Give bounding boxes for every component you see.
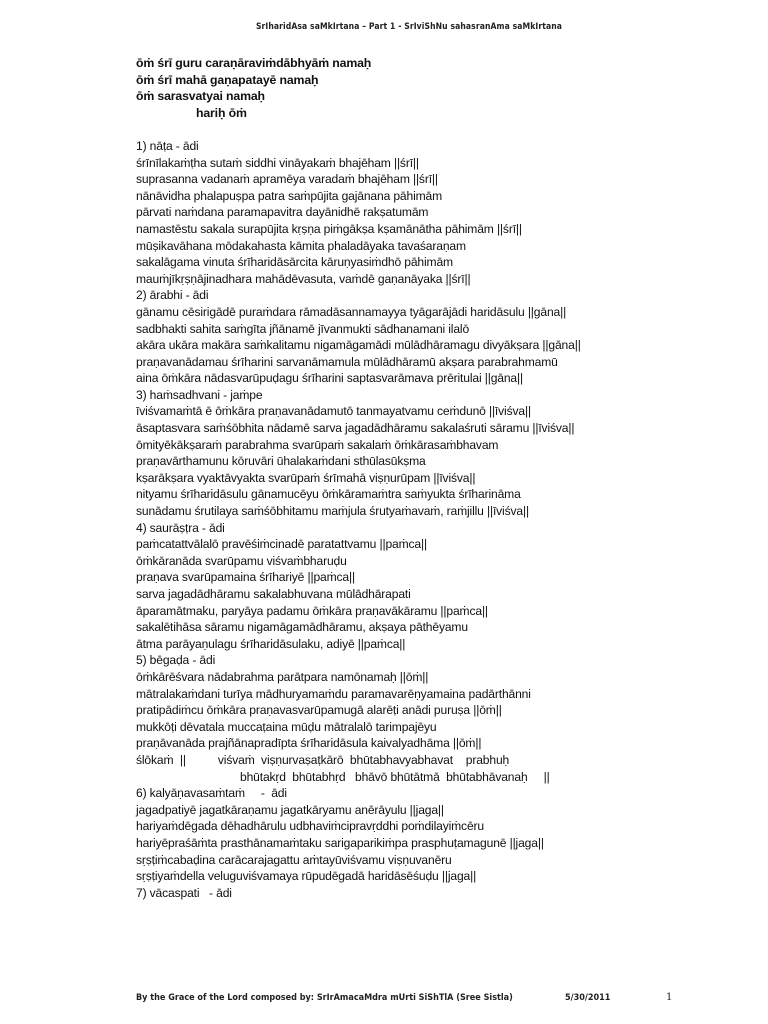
blank-line bbox=[136, 121, 756, 138]
verse-line: kṣarākṣara vyaktāvyakta svarūpaṁ śrīmahā viṣṇurūpam ||īviśva|| bbox=[136, 470, 476, 485]
harih-om: hariḥ ōṁ bbox=[196, 105, 247, 120]
page-header: SrIharidAsa saMkIrtana – Part 1 - SrIviShNu sahasranAma saMkIrtana bbox=[255, 22, 563, 32]
verse-line: mukkōṭi dēvatala muccaṭaina mūḍu mātralalō tarimpajēyu bbox=[136, 719, 437, 734]
invocation-line: ōṁ śrī guru caraṇāraviṁdābhyāṁ namaḥ bbox=[136, 56, 372, 70]
verse-line: ōṁkāranāda svarūpamu viśvaṁbharuḍu bbox=[136, 553, 347, 568]
verse-line: ōṁkārēśvara nādabrahma parātpara namōnamaḥ ||ōṁ|| bbox=[136, 669, 429, 684]
verse-line: pratipādiṁcu ōṁkāra praṇavasvarūpamugā alarēṭi anādi puruṣa ||ōṁ|| bbox=[136, 703, 502, 718]
verse-line: praṇāvanāda prajñānapradīpta śrīharidāsula kaivalyadhāma ||ōṁ|| bbox=[136, 736, 482, 751]
verse-line: ōmityēkākṣaraṁ parabrahma svarūpaṁ sakalaṁ ōṁkārasaṁbhavam bbox=[136, 437, 499, 452]
verse-line: sakalētihāsa sāramu nigamāgamādhāramu, akṣaya pāthēyamu bbox=[136, 620, 468, 635]
verse-line: nānāvidha phalapuṣpa patra saṁpūjita gajānana pāhimām bbox=[136, 188, 443, 203]
section-heading: 3) haṁsadhvani - jaṁpe bbox=[136, 387, 263, 402]
section-heading: 5) bēgaḍa - ādi bbox=[136, 653, 216, 668]
verse-line: mauṁjīkṛṣṇājinadhara mahādēvasuta, vaṁdē gaṇanāyaka ||śrī|| bbox=[136, 271, 471, 286]
verse-line: sadbhakti sahita saṁgīta jñānamē jīvanmukti sādhanamani ilalō bbox=[136, 321, 470, 336]
invocation-line: ōṁ sarasvatyai namaḥ bbox=[136, 89, 265, 104]
footer-credit: By the Grace of the Lord composed by: SrIrAmacaMdra mUrti SiShTlA (Sree Sistla) bbox=[136, 993, 513, 1003]
section-heading: 7) vācaspati - ādi bbox=[136, 885, 232, 900]
verse-line: gānamu cēsirigādē puraṁdara rāmadāsannamayya tyāgarājādi haridāsulu ||gāna|| bbox=[136, 304, 567, 319]
verse-line: īviśvamaṁtā ē ōṁkāra praṇavanādamutō tanmayatvamu ceṁdunō ||īviśva|| bbox=[136, 404, 531, 419]
invocation-line: ōṁ śrī mahā gaṇapatayē namaḥ bbox=[136, 72, 319, 87]
verse-line: śrīnīlakaṁṭha sutaṁ siddhi vināyakaṁ bhajēham ||śrī|| bbox=[136, 155, 419, 170]
verse-line: praṇava svarūpamaina śrīhariyē ||paṁca|| bbox=[136, 570, 355, 585]
verse-line: sunādamu śrutilaya saṁśōbhitamu maṁjula śrutyaṁavaṁ, raṁjillu ||īviśva|| bbox=[136, 504, 529, 519]
verse-line: praṇavanādamau śrīharini sarvanāmamula mūlādhāramū akṣara parabrahmamū bbox=[136, 354, 558, 369]
verse-line: suprasanna vadanaṁ apramēya varadaṁ bhajēham ||śrī|| bbox=[136, 172, 438, 187]
page-footer bbox=[0, 993, 768, 1009]
verse-line: āsaptasvara saṁśōbhita nādamē sarva jagadādhāramu sakalaśruti sāramu ||īviśva|| bbox=[136, 421, 575, 436]
section-heading: 1) nāṭa - ādi bbox=[136, 138, 199, 153]
verse-line: akāra ukāra makāra saṁkalitamu nigamāgamādi mūlādhāramagu divyākṣara ||gāna|| bbox=[136, 338, 581, 353]
verse-line: ātma parāyaṇulagu śrīharidāsulaku, adiyē ||paṁca|| bbox=[136, 636, 406, 651]
verse-line: hariyaṁdēgada dēhadhārulu udbhaviṁcipravṛddhi poṁdilayiṁcēru bbox=[136, 819, 484, 834]
verse-line: pārvati naṁdana paramapavitra dayānidhē rakṣatumām bbox=[136, 205, 429, 220]
document-body bbox=[136, 55, 756, 901]
sloka-line: bhūtakṛd bhūtabhṛd bhāvō bhūtātmā bhūtabhāvanaḥ || bbox=[240, 769, 550, 784]
section-heading: 6) kalyāṇavasaṁtaṁ - ādi bbox=[136, 786, 287, 801]
verse-line: aina ōṁkāra nādasvarūpuḍagu śrīharini saptasvarāmava prēritulai ||gāna|| bbox=[136, 371, 523, 386]
footer-date: 5/30/2011 bbox=[565, 993, 611, 1003]
verse-line: sṛṣṭiṁcabaḍina carācarajagattu aṁtayūviśvamu viṣṇuvanēru bbox=[136, 852, 452, 867]
verse-line: mātralakaṁdani turīya mādhuryamaṁdu paramavarēṇyamaina padārthānni bbox=[136, 686, 531, 701]
verse-line: sakalāgama vinuta śrīharidāsārcita kāruṇyasiṁdhō pāhimām bbox=[136, 255, 453, 270]
page-number: 1 bbox=[666, 992, 673, 1003]
section-heading: 4) saurāṣṭra - ādi bbox=[136, 520, 225, 535]
verse-line: sṛṣṭiyaṁdella veluguviśvamaya rūpudēgadā haridāsēśuḍu ||jaga|| bbox=[136, 869, 477, 884]
verse-line: sarva jagadādhāramu sakalabhuvana mūlādhārapati bbox=[136, 587, 411, 601]
verse-line: jagadpatiyē jagatkāraṇamu jagatkāryamu anērāyulu ||jaga|| bbox=[136, 802, 444, 817]
verse-line: hariyēpraśāṁta prasthānamaṁtaku sarigaparikiṁpa prasphuṭamagunē ||jaga|| bbox=[136, 835, 544, 850]
sloka-line: ślōkaṁ || viśvaṁ viṣṇurvaṣaṭkārō bhūtabhavyabhavat prabhuḥ bbox=[136, 752, 510, 767]
verse-line: praṇavārthamunu kōruvāri ūhalakaṁdani sthūlasūkṣma bbox=[136, 454, 426, 469]
verse-line: namastēstu sakala surapūjita kṛṣṇa piṁgākṣa kṣamānātha pāhimām ||śrī|| bbox=[136, 221, 522, 236]
verse-line: paṁcatattvālalō pravēśiṁcinadē paratattvamu ||paṁca|| bbox=[136, 537, 427, 552]
verse-line: nityamu śrīharidāsulu gānamucēyu ōṁkāramaṁtra saṁyukta śrīharināma bbox=[136, 487, 521, 502]
verse-line: āparamātmaku, paryāya padamu ōṁkāra praṇavākāramu ||paṁca|| bbox=[136, 603, 488, 618]
verse-line: mūṣikavāhana mōdakahasta kāmita phaladāyaka tavaśaraṇam bbox=[136, 238, 466, 253]
section-heading: 2) ārabhi - ādi bbox=[136, 288, 209, 303]
